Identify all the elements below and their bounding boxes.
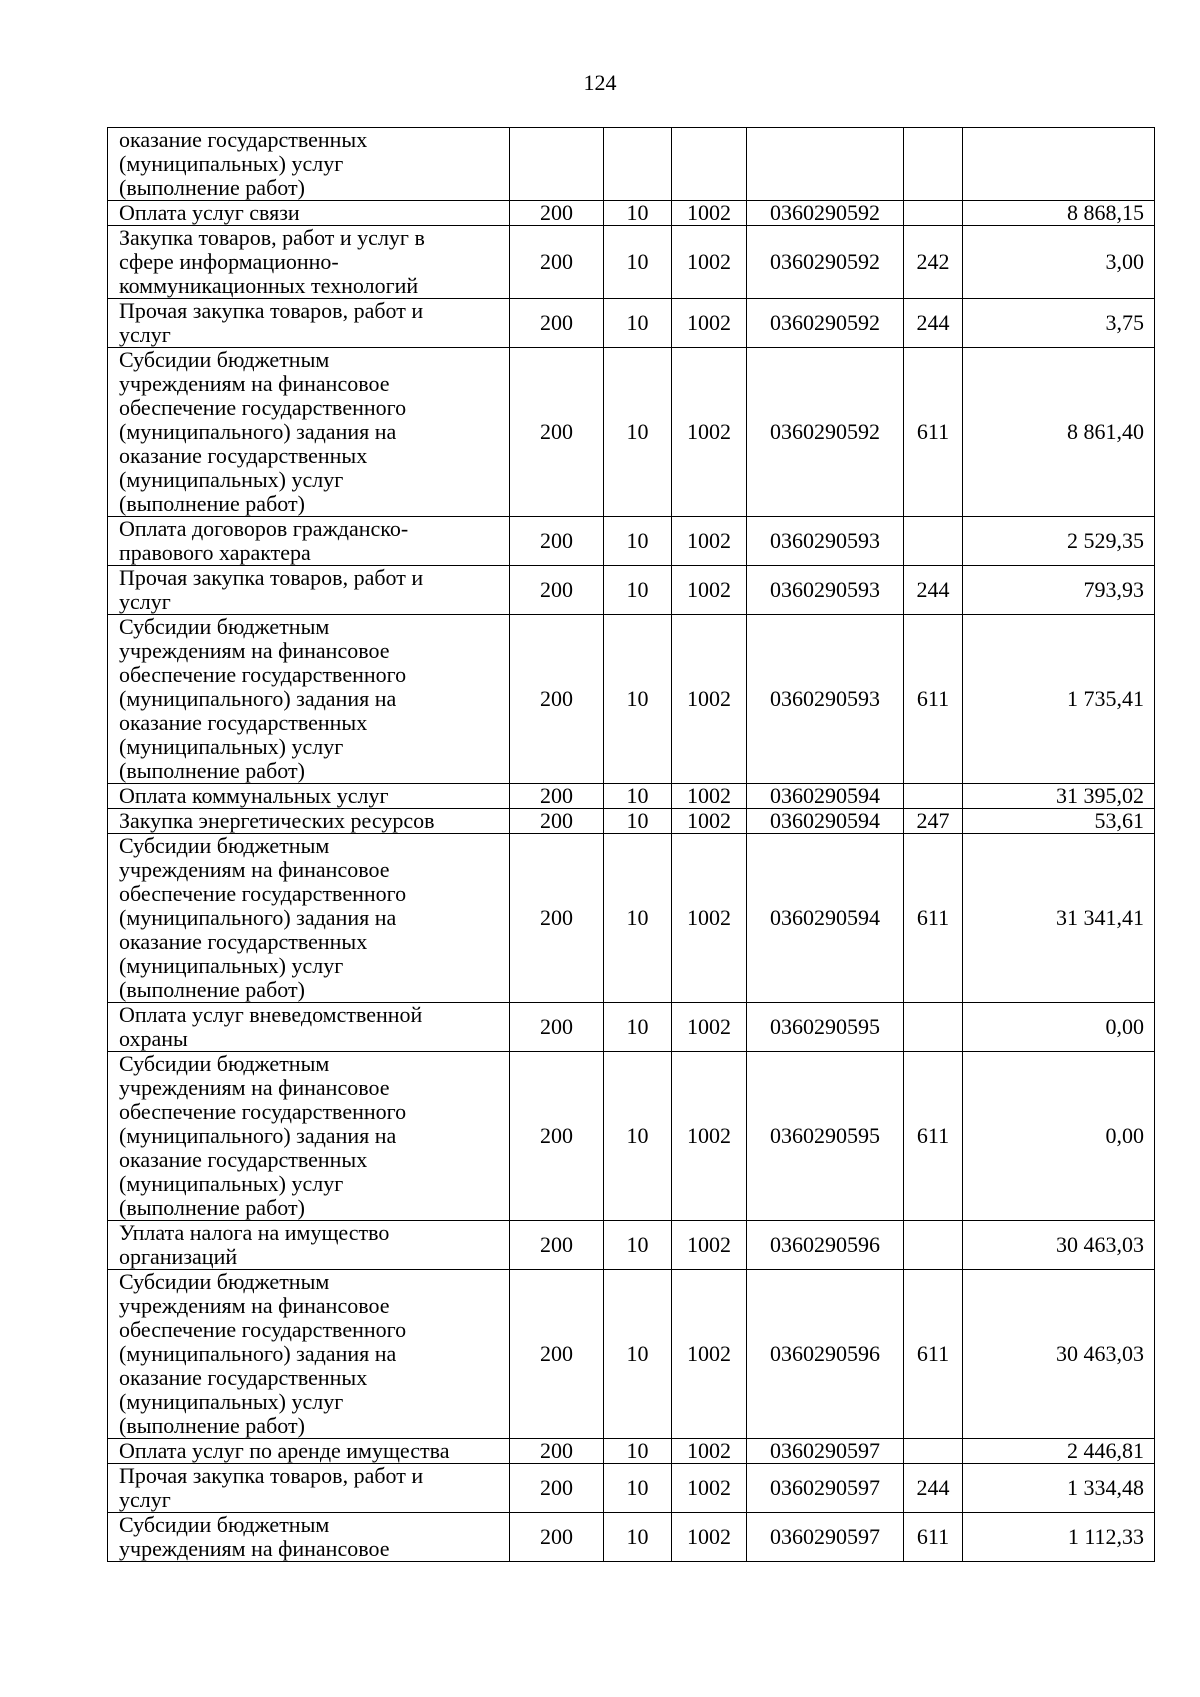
- cell-amount: 31 395,02: [963, 784, 1155, 809]
- cell-code-2: 10: [604, 1003, 672, 1052]
- row-description: Оплата договоров гражданско- правового характера: [108, 517, 510, 566]
- row-description: Оплата услуг по аренде имущества: [108, 1439, 510, 1464]
- budget-table: [107, 127, 1155, 1562]
- cell-code-1: 200: [510, 1464, 604, 1513]
- cell-code-1: 200: [510, 299, 604, 348]
- cell-code-5: [904, 517, 963, 566]
- cell-code-1: 200: [510, 226, 604, 299]
- row-description: Прочая закупка товаров, работ и услуг: [108, 566, 510, 615]
- cell-code-1: 200: [510, 1221, 604, 1270]
- cell-amount: [963, 128, 1155, 201]
- cell-code-4: 0360290593: [747, 517, 904, 566]
- cell-code-5: [904, 1003, 963, 1052]
- cell-code-5: 611: [904, 1513, 963, 1562]
- table-row: [108, 615, 1155, 784]
- row-description: Субсидии бюджетным учреждениям на финансовое обеспечение государственного (муниципального) задания на оказание государственных (муниципальных) услуг (выполнение работ): [108, 348, 510, 517]
- row-description: Субсидии бюджетным учреждениям на финансовое обеспечение государственного (муниципального) задания на оказание государственных (муниципальных) услуг (выполнение работ): [108, 615, 510, 784]
- table-row: [108, 299, 1155, 348]
- cell-code-2: 10: [604, 1221, 672, 1270]
- row-description: Уплата налога на имущество организаций: [108, 1221, 510, 1270]
- table-row: [108, 1464, 1155, 1513]
- table-row: [108, 1513, 1155, 1562]
- cell-code-1: 200: [510, 348, 604, 517]
- cell-code-1: 200: [510, 834, 604, 1003]
- cell-code-2: 10: [604, 566, 672, 615]
- cell-code-3: 1002: [672, 784, 747, 809]
- cell-code-3: 1002: [672, 834, 747, 1003]
- cell-code-5: 611: [904, 615, 963, 784]
- cell-code-1: 200: [510, 517, 604, 566]
- cell-code-1: 200: [510, 1003, 604, 1052]
- cell-amount: 1 334,48: [963, 1464, 1155, 1513]
- cell-code-3: 1002: [672, 226, 747, 299]
- cell-amount: 53,61: [963, 809, 1155, 834]
- cell-code-4: 0360290593: [747, 615, 904, 784]
- cell-code-3: 1002: [672, 809, 747, 834]
- row-description: Закупка товаров, работ и услуг в сфере информационно- коммуникационных технологий: [108, 226, 510, 299]
- cell-amount: 0,00: [963, 1052, 1155, 1221]
- cell-code-2: 10: [604, 834, 672, 1003]
- cell-code-2: 10: [604, 348, 672, 517]
- cell-code-5: [904, 784, 963, 809]
- cell-code-4: 0360290592: [747, 201, 904, 226]
- cell-code-3: 1002: [672, 201, 747, 226]
- cell-code-4: 0360290595: [747, 1052, 904, 1221]
- cell-amount: 30 463,03: [963, 1221, 1155, 1270]
- cell-amount: 30 463,03: [963, 1270, 1155, 1439]
- cell-code-5: 611: [904, 1270, 963, 1439]
- cell-code-1: 200: [510, 1052, 604, 1221]
- cell-code-2: 10: [604, 1513, 672, 1562]
- cell-code-4: 0360290597: [747, 1464, 904, 1513]
- cell-code-4: 0360290597: [747, 1513, 904, 1562]
- cell-code-4: 0360290592: [747, 348, 904, 517]
- row-description: Оплата услуг вневедомственной охраны: [108, 1003, 510, 1052]
- cell-code-1: 200: [510, 615, 604, 784]
- row-description: Субсидии бюджетным учреждениям на финансовое обеспечение государственного (муниципального) задания на оказание государственных (муниципальных) услуг (выполнение работ): [108, 834, 510, 1003]
- cell-code-2: 10: [604, 299, 672, 348]
- row-description: Оплата услуг связи: [108, 201, 510, 226]
- cell-code-4: 0360290597: [747, 1439, 904, 1464]
- cell-code-5: [904, 128, 963, 201]
- cell-code-5: 611: [904, 1052, 963, 1221]
- cell-code-3: 1002: [672, 1439, 747, 1464]
- cell-code-3: 1002: [672, 566, 747, 615]
- row-description: Прочая закупка товаров, работ и услуг: [108, 1464, 510, 1513]
- cell-code-4: 0360290595: [747, 1003, 904, 1052]
- cell-code-4: 0360290594: [747, 834, 904, 1003]
- cell-code-1: [510, 128, 604, 201]
- cell-code-2: 10: [604, 615, 672, 784]
- cell-code-5: 611: [904, 834, 963, 1003]
- cell-amount: 2 446,81: [963, 1439, 1155, 1464]
- cell-code-5: 244: [904, 1464, 963, 1513]
- table-row: [108, 1221, 1155, 1270]
- cell-code-2: 10: [604, 1464, 672, 1513]
- cell-code-2: 10: [604, 1270, 672, 1439]
- cell-code-3: 1002: [672, 1221, 747, 1270]
- cell-code-5: 611: [904, 348, 963, 517]
- cell-code-3: 1002: [672, 1270, 747, 1439]
- table-row: [108, 784, 1155, 809]
- table-row: [108, 809, 1155, 834]
- cell-code-1: 200: [510, 1513, 604, 1562]
- cell-code-3: 1002: [672, 1003, 747, 1052]
- cell-code-3: [672, 128, 747, 201]
- cell-code-4: 0360290592: [747, 226, 904, 299]
- table-body: [108, 128, 1155, 1562]
- cell-code-5: [904, 1439, 963, 1464]
- cell-amount: 8 868,15: [963, 201, 1155, 226]
- table-row: [108, 1439, 1155, 1464]
- cell-code-4: 0360290594: [747, 809, 904, 834]
- cell-code-3: 1002: [672, 615, 747, 784]
- cell-amount: 8 861,40: [963, 348, 1155, 517]
- cell-code-2: 10: [604, 1439, 672, 1464]
- cell-code-1: 200: [510, 784, 604, 809]
- cell-amount: 793,93: [963, 566, 1155, 615]
- cell-code-3: 1002: [672, 348, 747, 517]
- cell-amount: 3,00: [963, 226, 1155, 299]
- cell-code-3: 1002: [672, 299, 747, 348]
- table-row: [108, 834, 1155, 1003]
- cell-code-4: 0360290593: [747, 566, 904, 615]
- table-row: [108, 1003, 1155, 1052]
- cell-code-3: 1002: [672, 517, 747, 566]
- cell-code-2: 10: [604, 517, 672, 566]
- row-description: Закупка энергетических ресурсов: [108, 809, 510, 834]
- row-description: Прочая закупка товаров, работ и услуг: [108, 299, 510, 348]
- cell-code-5: [904, 201, 963, 226]
- table-row: [108, 201, 1155, 226]
- cell-code-3: 1002: [672, 1052, 747, 1221]
- table-row: [108, 517, 1155, 566]
- row-description: Оплата коммунальных услуг: [108, 784, 510, 809]
- cell-code-2: 10: [604, 201, 672, 226]
- table-row: [108, 348, 1155, 517]
- page-number: 124: [583, 70, 617, 95]
- cell-code-4: 0360290594: [747, 784, 904, 809]
- table-row: [108, 128, 1155, 201]
- row-description: Субсидии бюджетным учреждениям на финансовое обеспечение государственного (муниципального) задания на оказание государственных (муниципальных) услуг (выполнение работ): [108, 1052, 510, 1221]
- cell-code-3: 1002: [672, 1464, 747, 1513]
- cell-code-5: 244: [904, 299, 963, 348]
- cell-amount: 1 735,41: [963, 615, 1155, 784]
- cell-code-1: 200: [510, 1439, 604, 1464]
- row-description: Субсидии бюджетным учреждениям на финансовое: [108, 1513, 510, 1562]
- table-row: [108, 226, 1155, 299]
- cell-code-4: 0360290596: [747, 1221, 904, 1270]
- cell-amount: 3,75: [963, 299, 1155, 348]
- row-description: Субсидии бюджетным учреждениям на финансовое обеспечение государственного (муниципального) задания на оказание государственных (муниципальных) услуг (выполнение работ): [108, 1270, 510, 1439]
- cell-code-3: 1002: [672, 1513, 747, 1562]
- cell-code-2: [604, 128, 672, 201]
- cell-code-5: 244: [904, 566, 963, 615]
- cell-code-2: 10: [604, 784, 672, 809]
- cell-code-2: 10: [604, 1052, 672, 1221]
- cell-code-4: 0360290596: [747, 1270, 904, 1439]
- table-row: [108, 1270, 1155, 1439]
- cell-code-5: 242: [904, 226, 963, 299]
- cell-code-5: 247: [904, 809, 963, 834]
- cell-code-1: 200: [510, 809, 604, 834]
- cell-code-5: [904, 1221, 963, 1270]
- table-row: [108, 1052, 1155, 1221]
- row-description: оказание государственных (муниципальных) услуг (выполнение работ): [108, 128, 510, 201]
- cell-code-1: 200: [510, 1270, 604, 1439]
- cell-amount: 2 529,35: [963, 517, 1155, 566]
- table-row: [108, 566, 1155, 615]
- cell-code-4: [747, 128, 904, 201]
- cell-amount: 31 341,41: [963, 834, 1155, 1003]
- cell-code-2: 10: [604, 809, 672, 834]
- cell-amount: 1 112,33: [963, 1513, 1155, 1562]
- cell-amount: 0,00: [963, 1003, 1155, 1052]
- cell-code-4: 0360290592: [747, 299, 904, 348]
- cell-code-2: 10: [604, 226, 672, 299]
- cell-code-1: 200: [510, 201, 604, 226]
- cell-code-1: 200: [510, 566, 604, 615]
